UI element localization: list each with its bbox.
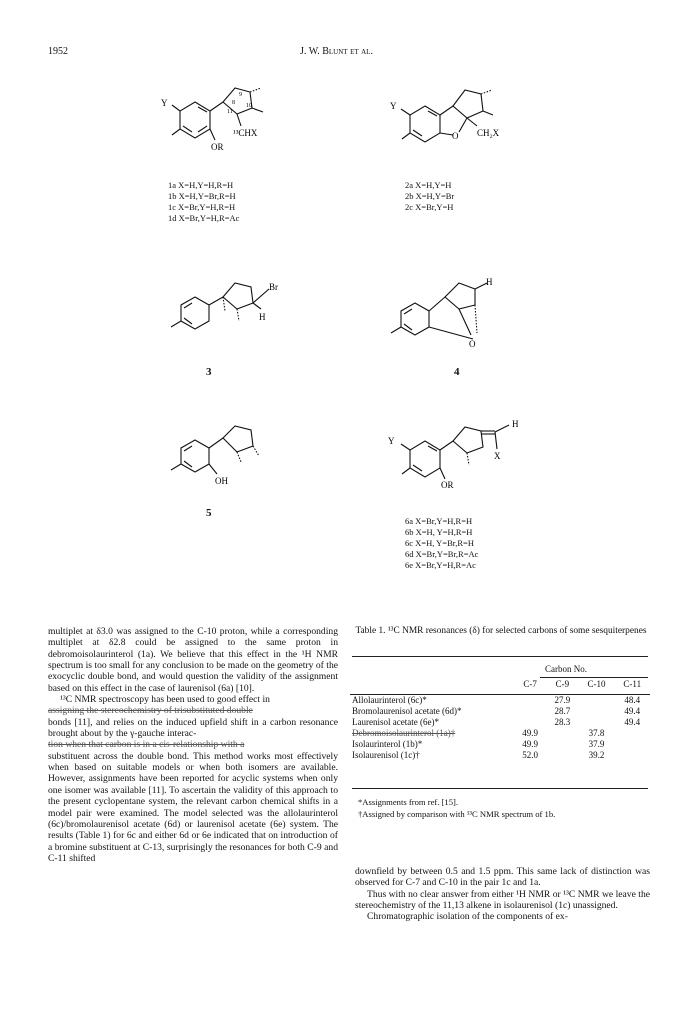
table-footnote-1: *Assignments from ref. [15]. bbox=[358, 797, 459, 807]
table-cell bbox=[615, 750, 650, 761]
table-group-rule bbox=[540, 677, 648, 678]
structure-4-drawing bbox=[385, 275, 515, 355]
s1-chx: ¹³CHX bbox=[233, 128, 258, 138]
table-row bbox=[350, 695, 650, 707]
label-6b: 6b X=H, Y=H,R=H bbox=[405, 527, 473, 537]
table-cell bbox=[579, 706, 615, 717]
table-cell bbox=[514, 706, 546, 717]
label-1c: 1c X=Br,Y=H,R=H bbox=[168, 202, 236, 212]
compound-3-number: 3 bbox=[206, 366, 212, 378]
label-2c: 2c X=Br,Y=H bbox=[405, 202, 454, 212]
running-title: J. W. Blunt et al. bbox=[300, 46, 373, 57]
left-paragraph-2a: ¹³C NMR spectroscopy has been used to good effect in bbox=[60, 694, 270, 706]
table-header-row bbox=[350, 679, 650, 690]
s1-c9: 9 bbox=[239, 92, 242, 98]
table-row bbox=[350, 739, 650, 750]
s1-y-label: Y bbox=[161, 98, 168, 108]
label-1d: 1d X=Br,Y=H,R=Ac bbox=[168, 213, 240, 223]
structure-2-labels bbox=[405, 180, 454, 213]
label-2a: 2a X=H,Y=H bbox=[405, 180, 452, 190]
table-cell bbox=[514, 717, 546, 728]
table-cell: Bromolaurenisol acetate (6d)* bbox=[352, 706, 462, 716]
s1-c11: 11 bbox=[227, 109, 233, 115]
table-cell: Allolaurinterol (6c)* bbox=[352, 695, 427, 705]
structure-6-drawing bbox=[385, 415, 535, 495]
s4-h: H bbox=[486, 277, 493, 287]
structure-1-drawing bbox=[155, 80, 295, 160]
table-cell: 52.0 bbox=[522, 750, 539, 760]
label-6a: 6a X=Br,Y=H,R=H bbox=[405, 516, 473, 526]
table-cell: 39.2 bbox=[588, 750, 605, 760]
table-cell bbox=[615, 728, 650, 739]
col-c7: C-7 bbox=[523, 679, 537, 689]
structure-5-drawing bbox=[165, 420, 285, 490]
label-2b: 2b X=H,Y=Br bbox=[405, 191, 455, 201]
table-cell bbox=[615, 739, 650, 750]
left-column bbox=[48, 626, 338, 864]
table-footnote-2: †Assigned by comparison with ¹³C NMR spectrum of 1b. bbox=[358, 809, 556, 819]
table-top-rule bbox=[352, 656, 648, 657]
col-c11: C-11 bbox=[623, 679, 642, 689]
table-cell: 49.9 bbox=[522, 728, 539, 738]
label-1a: 1a X=H,Y=H,R=H bbox=[168, 180, 234, 190]
table-cell: Isolaurinterol (1b)* bbox=[352, 739, 423, 749]
table-row bbox=[350, 728, 650, 739]
left-paragraph-2c: bonds [11], and relies on the induced upfield shift in a carbon resonance brought about by the γ-gauche interac- bbox=[48, 716, 338, 740]
table-cell: 28.3 bbox=[554, 717, 571, 727]
table-cell: 28.7 bbox=[554, 706, 571, 716]
table-1-caption: Table 1. ¹³C NMR resonances (δ) for selected carbons of some sesquiterpenes bbox=[355, 626, 647, 636]
s3-h: H bbox=[259, 312, 266, 322]
s4-o: O bbox=[469, 339, 476, 349]
s2-o: O bbox=[452, 131, 459, 141]
left-paragraph-2b: assigning the stereochemistry of trisubstituted double bbox=[48, 705, 253, 717]
table-cell: 48.4 bbox=[624, 695, 641, 705]
left-paragraph-2e: substituent across the double bond. This method works most effectively when based on suitable models or when both isomers are available. However, assignments have been reported for acyclic systems when only one isomer was available [11]. To ascertain the validity of this approach to the present cyclopentane system, the relevant carbon chemical shifts in a model pair were examined. The model selected was the allolaurinterol (6c)/bromolaurenisol acetate (6d) or laurenisol acetate (6e) system. The results (Table 1) for 6c and either 6d or 6e indicated that on introduction of a bromine substituent at C-13, surprisingly the resonances for both C-9 and C-11 shifted bbox=[48, 750, 338, 864]
table-cell: Debromoisolaurinterol (1a)† bbox=[352, 728, 456, 738]
table-cell: Isolaurenisol (1c)† bbox=[352, 750, 420, 760]
structure-2-drawing bbox=[385, 80, 525, 160]
right-paragraph-3: Chromatographic isolation of the components of ex- bbox=[367, 911, 568, 923]
structure-6-labels bbox=[405, 516, 478, 571]
table-cell: Laurenisol acetate (6e)* bbox=[352, 717, 439, 727]
s6-x: X bbox=[494, 451, 501, 461]
table-cell: 49.4 bbox=[624, 706, 641, 716]
table-row bbox=[350, 717, 650, 728]
page-number: 1952 bbox=[48, 46, 68, 57]
s1-or: OR bbox=[211, 142, 224, 152]
col-c9: C-9 bbox=[555, 679, 570, 689]
right-column bbox=[355, 866, 650, 923]
structure-1-labels bbox=[168, 180, 239, 224]
right-paragraph-2: Thus with no clear answer from either ¹H NMR or ¹³C NMR we leave the stereochemistry of the 11,13 alkene in isolaurenisol (1c) unassigned. bbox=[355, 888, 650, 912]
col-c10: C-10 bbox=[587, 679, 606, 689]
s1-c8: 8 bbox=[232, 100, 235, 106]
table-cell: 49.9 bbox=[522, 739, 539, 749]
s6-h: H bbox=[512, 419, 519, 429]
s3-br: Br bbox=[269, 282, 278, 292]
table-cell bbox=[514, 695, 546, 707]
table-cell: 37.8 bbox=[588, 728, 605, 738]
compound-4-number: 4 bbox=[454, 366, 460, 378]
label-1b: 1b X=H,Y=Br,R=H bbox=[168, 191, 236, 201]
label-6c: 6c X=H, Y=Br,R=H bbox=[405, 538, 474, 548]
structure-3-drawing bbox=[165, 275, 295, 345]
table-cell bbox=[579, 717, 615, 728]
table-cell: 49.4 bbox=[624, 717, 641, 727]
table-bottom-rule bbox=[352, 788, 648, 789]
compound-5-number: 5 bbox=[206, 507, 212, 519]
s6-y-label: Y bbox=[388, 436, 395, 446]
table-1 bbox=[350, 679, 650, 761]
s2-y-label: Y bbox=[390, 101, 397, 111]
table-cell bbox=[546, 728, 578, 739]
table-cell: 27.9 bbox=[554, 695, 571, 705]
left-paragraph-1: multiplet at δ3.0 was assigned to the C-10 proton, while a corresponding multiplet at δ2.8 could be assigned to the same proton in debromoisolaurinterol (1a). We believe that this effect in the ¹H NMR spectrum is too small for any conclusion to be made on the geometry of the exocyclic double bond, and would question the validity of the assignment based on this effect in the case of laurenisol (6a) [10]. bbox=[48, 626, 338, 694]
left-paragraph-2d: tion when that carbon is in a cis-relationship with a bbox=[48, 739, 245, 751]
label-6e: 6e X=Br,Y=H,R=Ac bbox=[405, 560, 476, 570]
table-cell bbox=[546, 739, 578, 750]
s6-or: OR bbox=[441, 480, 454, 490]
right-paragraph-1: downfield by between 0.5 and 1.5 ppm. This same lack of distinction was observed for C-7 and C-10 in the pair 1c and 1a. bbox=[355, 866, 650, 889]
s2-ch2x: CH₂X bbox=[477, 128, 500, 138]
s1-c10: 10 bbox=[246, 103, 252, 109]
table-cell bbox=[579, 695, 615, 707]
s5-oh: OH bbox=[215, 476, 228, 486]
table-row bbox=[350, 750, 650, 761]
table-cell bbox=[546, 750, 578, 761]
table-row bbox=[350, 706, 650, 717]
table-group-header: Carbon No. bbox=[545, 664, 587, 674]
table-cell: 37.9 bbox=[588, 739, 605, 749]
label-6d: 6d X=Br,Y=Br,R=Ac bbox=[405, 549, 479, 559]
